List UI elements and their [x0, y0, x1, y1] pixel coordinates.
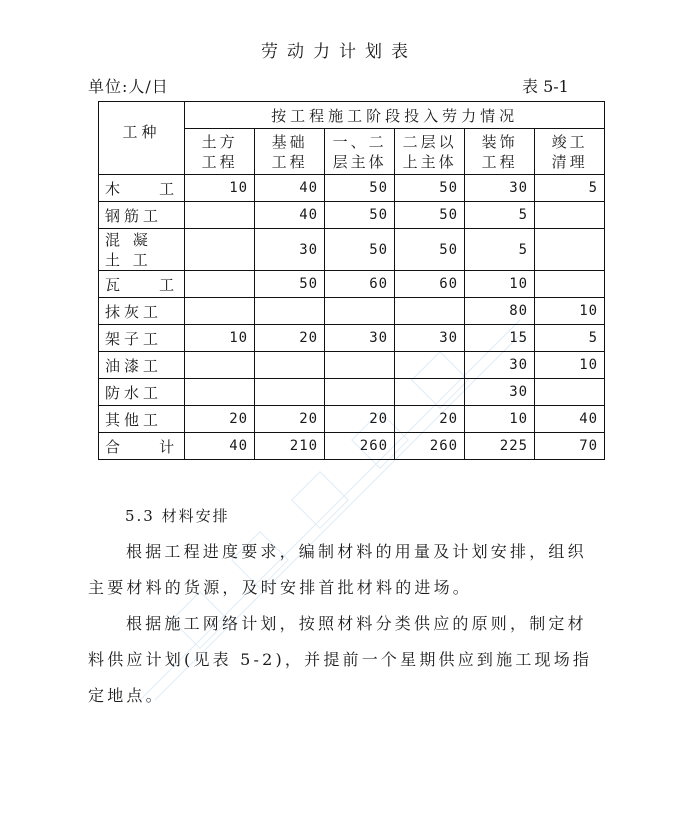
value-cell: 50 [395, 229, 465, 271]
header-stage: 二层以 上主体 [395, 129, 465, 175]
table-row [99, 202, 605, 229]
value-cell: 60 [325, 271, 395, 298]
value-cell: 70 [535, 433, 605, 460]
unit-label: 单位:人/日 [88, 77, 169, 96]
trade-name: 架子工 [99, 325, 185, 352]
trade-name: 钢筋工 [99, 202, 185, 229]
trade-name: 瓦 工 [99, 271, 185, 298]
value-cell: 10 [535, 298, 605, 325]
header-stage: 基础 工程 [255, 129, 325, 175]
value-cell: 50 [395, 202, 465, 229]
value-cell: 210 [255, 433, 325, 460]
value-cell: 10 [185, 325, 255, 352]
value-cell: 20 [325, 406, 395, 433]
table-row [99, 325, 605, 352]
value-cell [325, 298, 395, 325]
value-cell: 30 [325, 325, 395, 352]
value-cell: 15 [465, 325, 535, 352]
section-heading: 5.3 材料安排 [125, 507, 230, 525]
value-cell: 40 [535, 406, 605, 433]
value-cell [185, 298, 255, 325]
value-cell: 225 [465, 433, 535, 460]
table-row [99, 298, 605, 325]
value-cell: 5 [465, 229, 535, 271]
value-cell [535, 271, 605, 298]
value-cell: 50 [325, 229, 395, 271]
value-cell: 5 [465, 202, 535, 229]
value-cell [255, 352, 325, 379]
value-cell: 40 [185, 433, 255, 460]
value-cell: 20 [255, 406, 325, 433]
header-stage: 装饰 工程 [465, 129, 535, 175]
value-cell: 10 [185, 175, 255, 202]
labor-plan-table [98, 101, 605, 460]
value-cell [325, 379, 395, 406]
value-cell [395, 352, 465, 379]
value-cell [255, 298, 325, 325]
value-cell: 10 [465, 406, 535, 433]
value-cell: 60 [395, 271, 465, 298]
value-cell [535, 229, 605, 271]
value-cell: 20 [395, 406, 465, 433]
table-number: 表 5-1 [522, 77, 569, 96]
paragraph: 根据施工网络计划，按照材料分类供应的原则，制定材料供应计划(见表 5-2)，并提前一个星期供应到施工现场指定地点。 [88, 614, 593, 705]
table-row [99, 379, 605, 406]
value-cell: 10 [465, 271, 535, 298]
value-cell: 5 [535, 175, 605, 202]
value-cell: 260 [325, 433, 395, 460]
trade-name: 混 凝 土 工 [99, 229, 185, 271]
value-cell [185, 271, 255, 298]
value-cell [185, 202, 255, 229]
value-cell: 50 [325, 175, 395, 202]
value-cell: 10 [535, 352, 605, 379]
value-cell: 80 [465, 298, 535, 325]
trade-name: 抹灰工 [99, 298, 185, 325]
value-cell: 50 [255, 271, 325, 298]
value-cell [535, 202, 605, 229]
trade-name: 合 计 [99, 433, 185, 460]
header-stage: 土方 工程 [185, 129, 255, 175]
table-row [99, 175, 605, 202]
value-cell: 50 [395, 175, 465, 202]
value-cell: 20 [255, 325, 325, 352]
header-trade: 工种 [99, 102, 185, 175]
trade-name: 防水工 [99, 379, 185, 406]
trade-name: 木 工 [99, 175, 185, 202]
value-cell: 40 [255, 202, 325, 229]
value-cell: 30 [255, 229, 325, 271]
value-cell [185, 229, 255, 271]
value-cell: 20 [185, 406, 255, 433]
value-cell [185, 379, 255, 406]
value-cell: 50 [325, 202, 395, 229]
header-stage-group: 按工程施工阶段投入劳力情况 [185, 102, 605, 129]
value-cell [185, 352, 255, 379]
table-row [99, 271, 605, 298]
table-row [99, 229, 605, 271]
header-stage: 竣工 清理 [535, 129, 605, 175]
paragraph: 根据工程进度要求，编制材料的用量及计划安排，组织主要材料的货源，及时安排首批材料的进场。 [88, 542, 587, 597]
table-row [99, 352, 605, 379]
trade-name: 其他工 [99, 406, 185, 433]
value-cell: 30 [465, 352, 535, 379]
value-cell [535, 379, 605, 406]
value-cell [395, 298, 465, 325]
value-cell: 30 [395, 325, 465, 352]
value-cell [395, 379, 465, 406]
value-cell: 260 [395, 433, 465, 460]
value-cell: 30 [465, 379, 535, 406]
header-stage: 一、二 层主体 [325, 129, 395, 175]
value-cell: 5 [535, 325, 605, 352]
value-cell [325, 352, 395, 379]
value-cell [255, 379, 325, 406]
table-row [99, 433, 605, 460]
document-title: 劳动力计划表 [261, 42, 417, 62]
value-cell: 40 [255, 175, 325, 202]
table-row [99, 406, 605, 433]
trade-name: 油漆工 [99, 352, 185, 379]
value-cell: 30 [465, 175, 535, 202]
